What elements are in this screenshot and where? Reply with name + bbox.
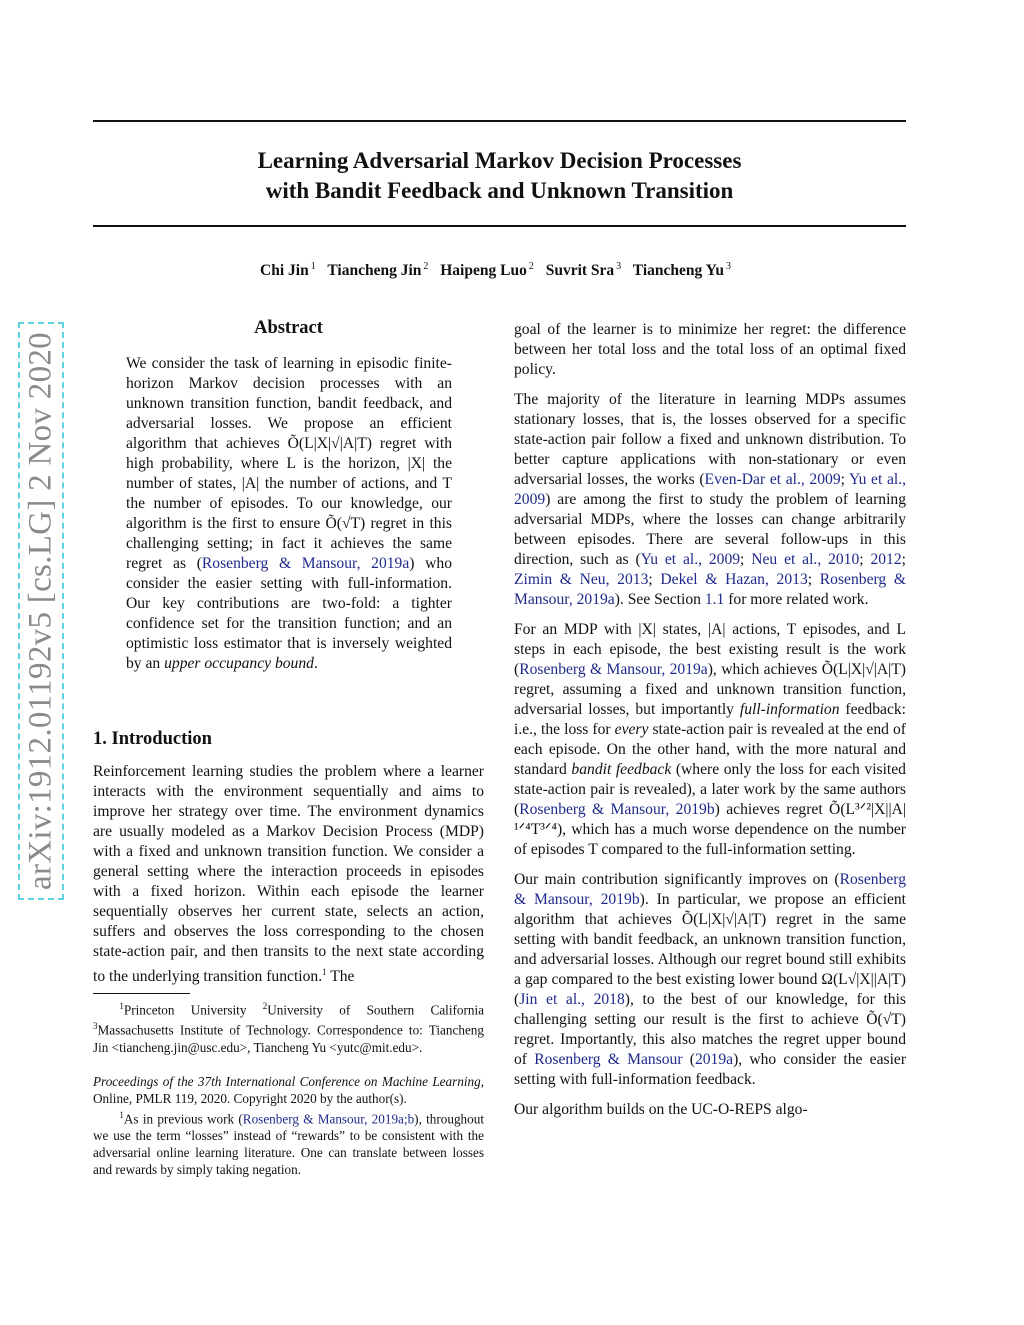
text-run: . [313,655,318,672]
text-run: We consider the task of learning in episodic finite-horizon Markov decision processes with an unknown transition function, bandit feedback, and adversarial losses. We propose an efficient algorithm that achieves Õ(L|X|√|A|T) regret with high probability, where L is the horizon, |X| the number of states, |A| the number of actions, and T the number of episodes. To our knowledge, our algorithm is the first to ensure Õ(√T) regret in this challenging setting; in fact it achieves the same regret as ( [126,355,452,572]
text-run: Princeton University [123,1002,263,1018]
text-run: ). See Section [614,591,705,608]
text-run: (where only the loss for each visited state-action pair is revealed), a later work by the same authors ( [514,761,906,818]
abstract-paragraph [126,354,452,674]
text-run: University of Southern California [267,1002,484,1018]
text-run: ), which achieves Õ(L|X|√|A|T) regret, assuming a fixed and unknown transition function, adversarial losses, but importantly [514,661,907,718]
citation-link[interactable]: Dekel & Hazan, 2013 [660,571,808,588]
text-run: feedback: i.e., the loss for [514,701,907,738]
citation-link[interactable]: Neu et al., 2010 [751,551,860,568]
abstract-heading-wrap [93,318,484,338]
text-run: The [326,968,355,986]
introduction [93,729,484,997]
citation-link[interactable]: Yu et al., 2009 [640,551,741,568]
footnotes [93,998,484,1178]
citation-link[interactable]: Rosenberg & Mansour, 2019a;b [242,1111,415,1127]
footnote-mark: 2 [262,1001,268,1011]
paragraph [514,320,906,380]
footnote-mark: 1 [119,1001,124,1011]
text-run: Massachusetts Institute of Technology. Correspondence to: Tiancheng Jin <tiancheng.jin@usc.edu>, Tiancheng Yu <yutc@mit.edu>. [93,1022,484,1055]
emphasis-text: bandit feedback [571,761,672,778]
text-run: The majority of the literature in learning MDPs assumes stationary losses, that is, the losses observed for a specific state-action pair follow a fixed and unknown distribution. To better capture applications with non-stationary or even adversarial losses, the works ( [514,391,906,488]
author: Haipeng Luo [440,262,527,280]
section-heading: 1. Introduction [93,729,212,749]
citation-link[interactable]: Yu et al., 2009 [514,471,906,508]
text-run: Reinforcement learning studies the problem where a learner interacts with the environment sequentially and aims to improve her strategy over time. The environment dynamics are usually modeled as a Markov Decision Process (MDP) with a fixed and unknown transition function. We consider a general setting where the interaction proceeds in episodes with a fixed horizon. Within each episode the learner sequentially observes her current state, selects an action, suffers and observes the loss corresponding to the chosen state-action pair, and then transits to the next state according to the underlying transition function. [93,763,484,986]
citation-link[interactable]: Rosenberg & Mansour, 2019a [201,555,410,572]
text-run: ; [648,571,661,588]
text-run: For an MDP with |X| states, |A| actions, T episodes, and L steps in each episode, the best existing result is the work ( [514,621,906,678]
citation-link[interactable]: Even-Dar et al., 2009 [704,471,841,488]
text-run: ( [682,1051,695,1068]
text-run: ; [859,551,871,568]
citation-link[interactable]: Jin et al., 2018 [519,991,625,1008]
text-run: ; [807,571,820,588]
text-run: for more related work. [724,591,869,608]
text-run: ). In particular, we propose an efficient algorithm that achieves Õ(L|X|√|A|T) regret in the same setting with bandit feedback, an unknown transition function, and adversarial losses. Although our regret bound still exhibits a gap compared to the best existing lower bound Ω(L√|X||A|T) ( [514,891,907,1008]
citation-link[interactable]: Rosenberg & Mansour, 2019b [514,871,906,908]
affiliation-mark: 1 [310,261,316,272]
author: Tiancheng Yu [632,262,724,280]
paragraph [514,1100,906,1120]
citation-link[interactable]: Rosenberg & Mansour [534,1051,683,1068]
text-run: goal of the learner is to minimize her regret: the difference between her total loss and the total loss of an optimal fixed policy. [514,321,906,378]
emphasis-text: Proceedings of the 37th International Conference on Machine Learning [93,1073,481,1089]
author: Tiancheng Jin [327,262,422,280]
footnote-mark: 3 [93,1021,98,1032]
citation-link[interactable]: 2019a [694,1051,734,1068]
title-line-1: Learning Adversarial Markov Decision Processes [257,148,742,173]
citation-link[interactable]: 1.1 [704,591,725,608]
right-column [514,320,906,1130]
paragraph [514,620,906,860]
intro-paragraph [93,762,484,987]
citation-link[interactable]: 2012 [870,551,902,568]
title-line-2: with Bandit Feedback and Unknown Transition [265,178,734,203]
affiliations-footnote [93,998,484,1056]
abstract [126,354,452,684]
footnote-mark: 1 [322,967,327,977]
text-run: As in previous work ( [123,1111,243,1127]
text-run: ; [840,471,850,488]
text-run: , Online, PMLR 119, 2020. Copyright 2020 by the author(s). [93,1073,484,1106]
top-rule [93,120,906,122]
footnote-mark: 1 [119,1109,124,1120]
arxiv-id: arXiv:1912.01192v5 [cs.LG] 2 Nov 2020 [22,332,59,890]
title-bottom-rule [93,225,906,227]
text-run: ), who consider the easier setting with full-information feedback. [514,1051,907,1088]
text-run: ; [740,551,752,568]
citation-link[interactable]: Zimin & Neu, 2013 [514,571,649,588]
proceedings-note [93,1073,484,1107]
footnote-rule [93,993,190,994]
text-run: state-action pair is revealed at the end of each episode. On the other hand, with the more natural and standard [514,721,906,778]
text-run: ) are among the first to study the problem of learning adversarial MDPs, where the losses can change arbitrarily between episodes. There are several follow-ups in this direction, such as ( [514,491,906,568]
paragraph [514,870,906,1090]
emphasis-text: upper occupancy bound [164,655,314,672]
text-run: ) achieves regret Õ(L³ᐟ²|X||A|¹ᐟ⁴T³ᐟ⁴), which has a much worse dependence on the number of episodes T compared to the full-information setting. [514,801,906,858]
emphasis-text: every [614,721,649,738]
author-list [93,261,906,280]
affiliation-mark: 2 [423,261,429,272]
arxiv-stamp [18,322,64,900]
text-run: Our main contribution significantly improves on ( [514,871,840,888]
paper-title [93,146,906,206]
emphasis-text: full-information [739,701,840,718]
author: Suvrit Sra [545,262,615,280]
citation-link[interactable]: Rosenberg & Mansour, 2019b [519,801,715,818]
citation-link[interactable]: Rosenberg & Mansour, 2019a [519,661,708,678]
author: Chi Jin [260,262,309,280]
text-run: ) who consider the easier setting with full-information. Our key contributions are two-fold: a tighter confidence set for the transition function; and an optimistic loss estimator that is inversely weighted by an [126,555,453,672]
citation-link[interactable]: Rosenberg & Mansour, 2019a [514,571,907,608]
paragraph [514,390,906,610]
text-run: ; [901,551,906,568]
affiliation-mark: 3 [616,261,622,272]
affiliation-mark: 2 [528,261,534,272]
affiliation-mark: 3 [725,261,731,272]
text-run: Our algorithm builds on the UC-O-REPS algo- [514,1101,808,1118]
text-run: ), throughout we use the term “losses” instead of “rewards” to be consistent with the adversarial online learning literature. One can translate between losses and rewards by simply taking negation. [93,1111,485,1178]
text-run: ), to the best of our knowledge, for this challenging setting our result is the first to achieve Õ(√T) regret. Importantly, this also matches the regret upper bound of [514,991,906,1068]
abstract-heading: Abstract [254,318,323,338]
footnote-1 [93,1107,484,1178]
